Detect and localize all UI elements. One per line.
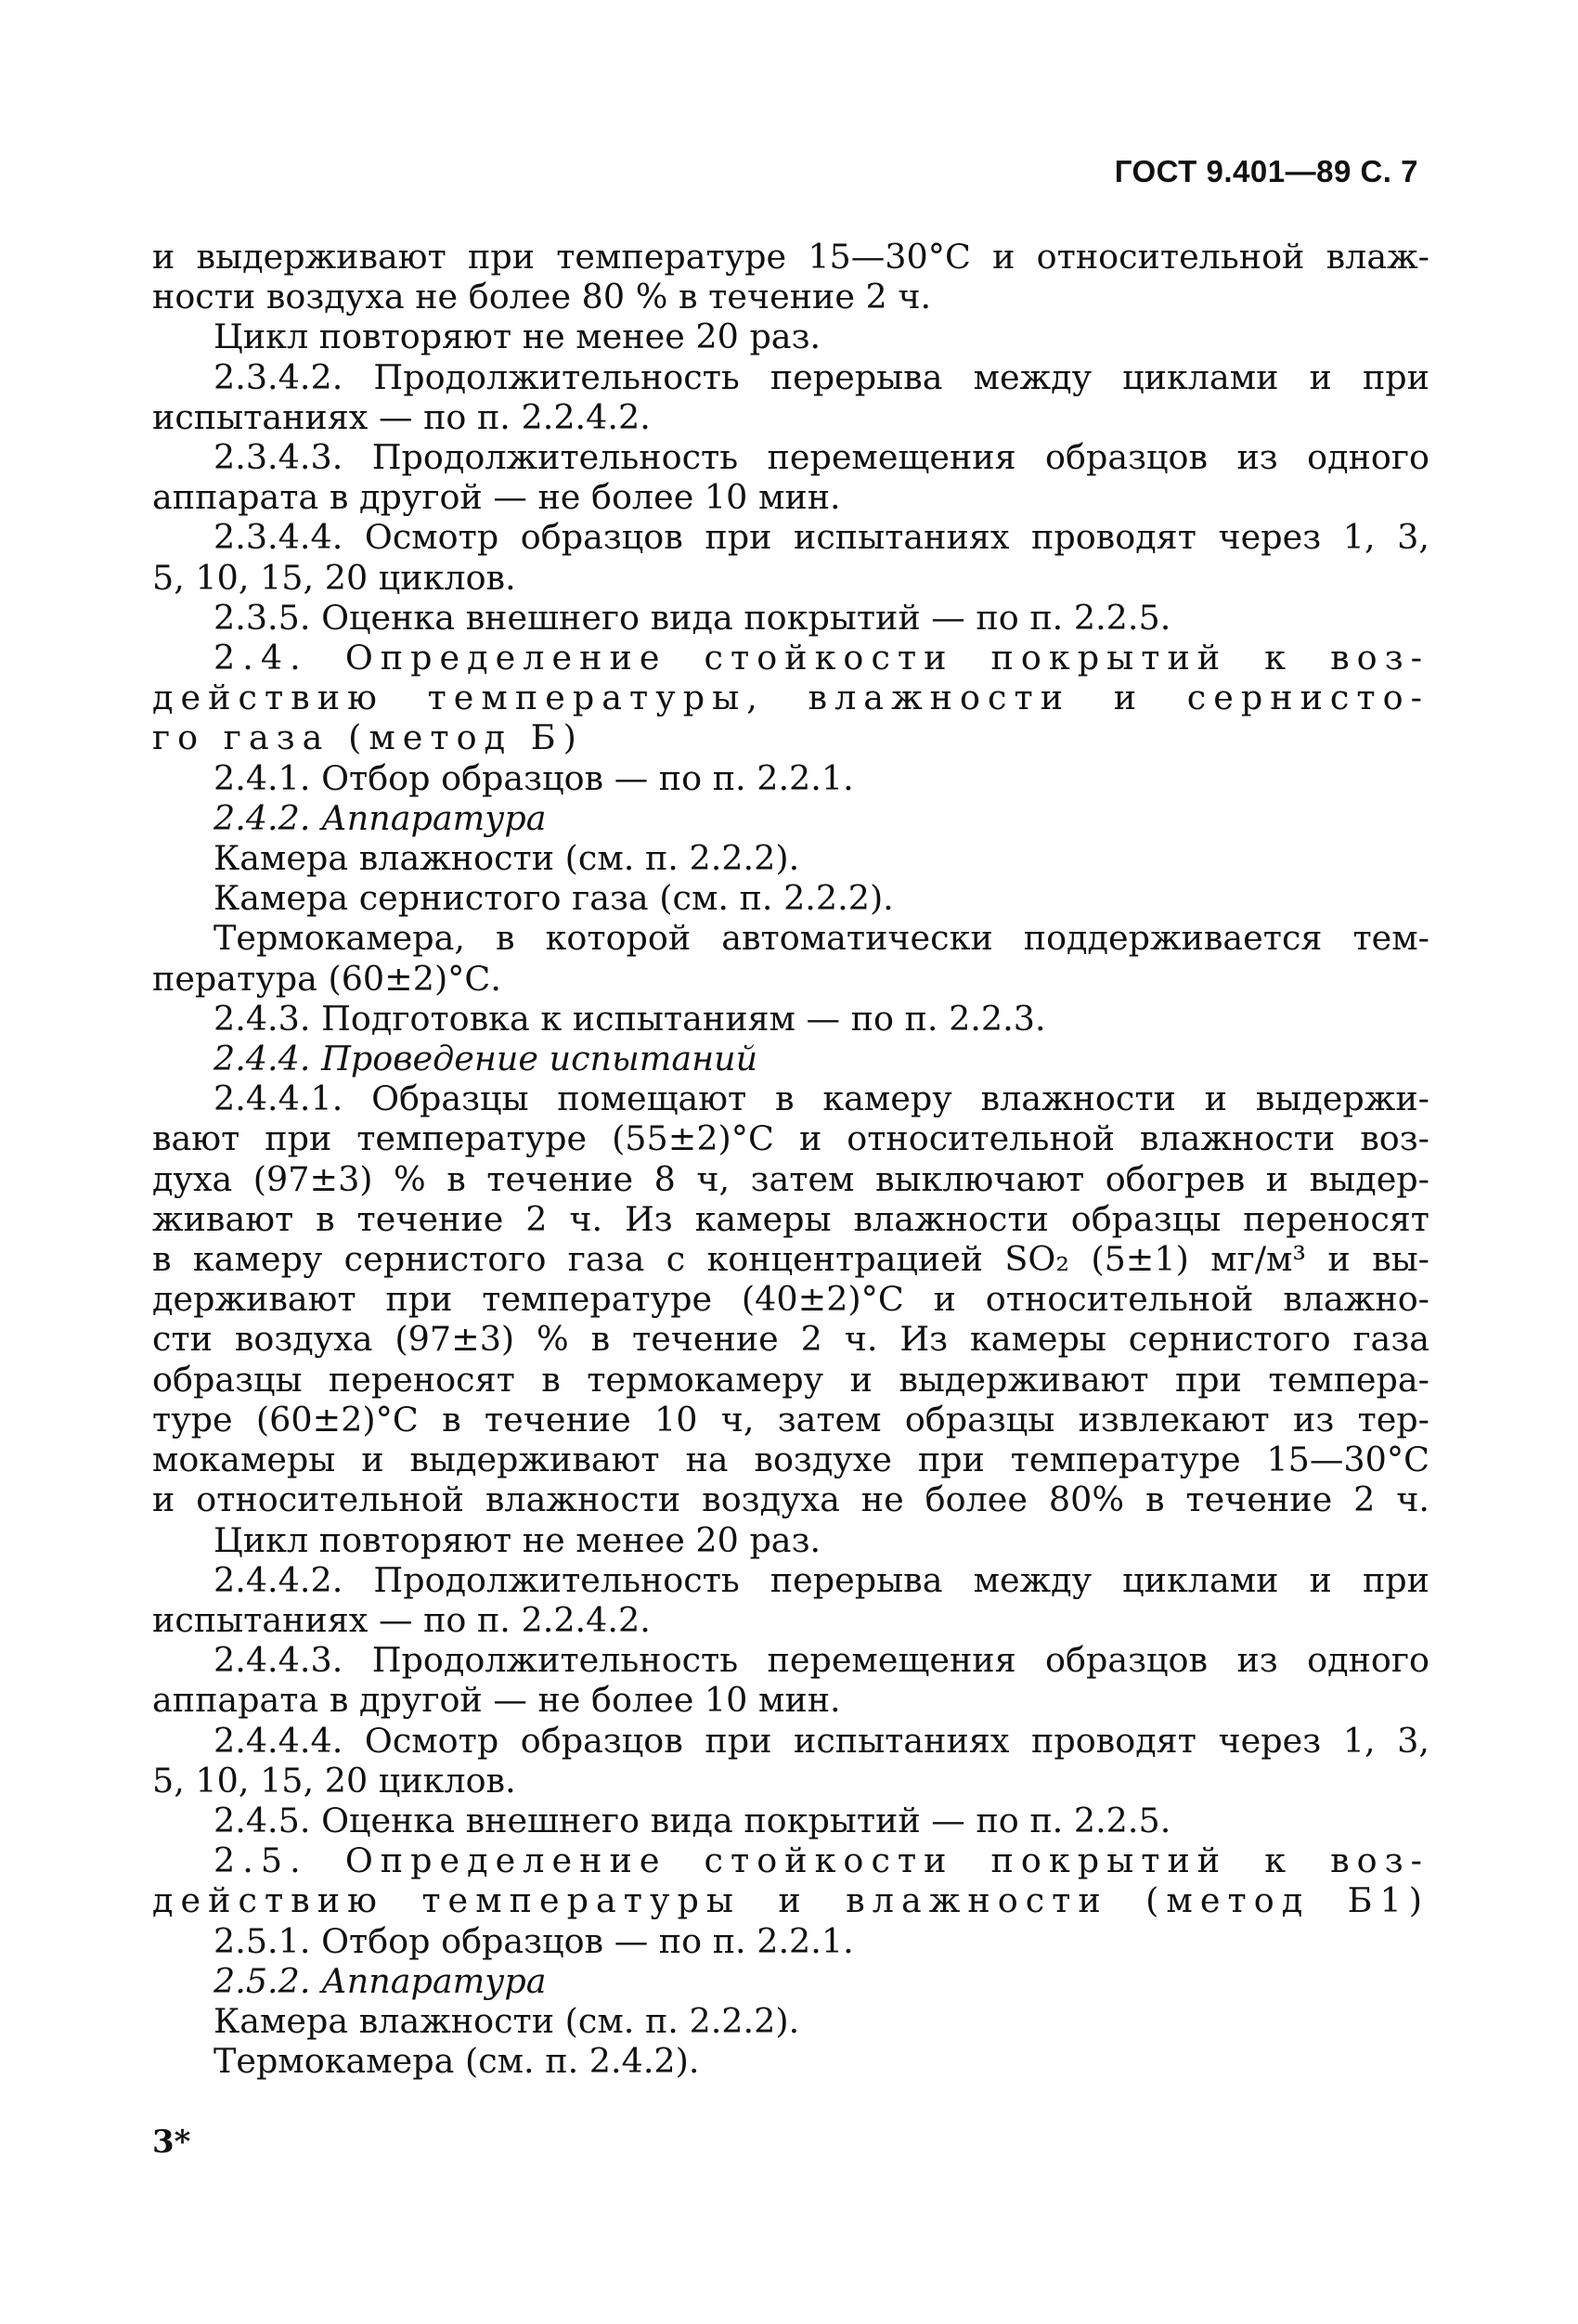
text-line: мокамеры и выдерживают на воздухе при температуре 15—30°С (152, 1440, 1429, 1480)
text-line: 2.3.4.3. Продолжительность перемещения образцов из одного (213, 437, 1429, 478)
text-line: духа (97±3) % в течение 8 ч, затем выключают обогрев и выдер- (152, 1158, 1429, 1199)
text-line: и выдерживают при температуре 15—30°С и относительной влаж- (152, 237, 1429, 277)
text-line: 5, 10, 15, 20 циклов. (152, 1760, 516, 1801)
text-line: 2.4.4.1. Образцы помещают в камеру влажности и выдержи- (213, 1078, 1429, 1119)
text-line: 2.4.3. Подготовка к испытаниям — по п. 2.2.3. (213, 998, 1046, 1039)
text-line: сти воздуха (97±3) % в течение 2 ч. Из камеры сернистого газа (152, 1319, 1429, 1360)
text-line: 2.4.4.2. Продолжительность перерыва между циклами и при (213, 1559, 1429, 1600)
text-line: туре (60±2)°С в течение 10 ч, затем образцы извлекают из тер- (152, 1399, 1429, 1440)
page-number: 3* (152, 2124, 191, 2161)
text-line: образцы переносят в термокамеру и выдерживают при темпера- (152, 1359, 1429, 1400)
text-line: аппарата в другой — не более 10 мин. (152, 477, 841, 518)
subsection-heading: 2.4.2. Аппаратура (213, 797, 547, 838)
text-line: 5, 10, 15, 20 циклов. (152, 557, 516, 598)
text-line: 2.4.1. Отбор образцов — по п. 2.2.1. (213, 757, 854, 798)
section-heading-2-4: действию температуры, влажности и сернисто- (152, 678, 1429, 718)
section-heading-2-5: действию температуры и влажности (метод Б1) (152, 1880, 1429, 1921)
text-line: Цикл повторяют не менее 20 раз. (213, 316, 821, 357)
subsection-heading: 2.4.4. Проведение испытаний (213, 1039, 758, 1079)
text-line: 2.3.4.4. Осмотр образцов при испытаниях проводят через 1, 3, (213, 517, 1429, 558)
subsection-heading: 2.5.2. Аппаратура (213, 1960, 547, 2001)
text-line: ности воздуха не более 80 % в течение 2 ч. (152, 277, 932, 317)
text-line: 2.3.5. Оценка внешнего вида покрытий — по п. 2.2.5. (213, 597, 1171, 638)
text-line: и относительной влажности воздуха не более 80% в течение 2 ч. (152, 1479, 1429, 1520)
text-line: 2.4.4.3. Продолжительность перемещения образцов из одного (213, 1640, 1429, 1681)
section-heading-2-5: 2.5. Определение стойкости покрытий к воз- (213, 1840, 1429, 1881)
text-line: Камера влажности (см. п. 2.2.2). (213, 838, 800, 879)
document-body (152, 237, 1429, 2081)
text-line: в камеру сернистого газа с концентрацией SO₂ (5±1) мг/м³ и вы- (152, 1239, 1429, 1280)
text-line: 2.3.4.2. Продолжительность перерыва между циклами и при (213, 356, 1429, 397)
text-line: пература (60±2)°С. (152, 958, 501, 999)
text-line: испытаниях — по п. 2.2.4.2. (152, 396, 651, 437)
text-line: Термокамера (см. п. 2.4.2). (213, 2041, 700, 2082)
text-line: аппарата в другой — не более 10 мин. (152, 1680, 841, 1721)
text-line: испытаниях — по п. 2.2.4.2. (152, 1599, 651, 1640)
page-header: ГОСТ 9.401—89 С. 7 (1114, 154, 1418, 188)
text-line: вают при температуре (55±2)°С и относительной влажности воз- (152, 1118, 1429, 1159)
text-line: 2.5.1. Отбор образцов — по п. 2.2.1. (213, 1920, 854, 1961)
text-line: Цикл повторяют не менее 20 раз. (213, 1519, 821, 1560)
text-line: 2.4.5. Оценка внешнего вида покрытий — по п. 2.2.5. (213, 1800, 1171, 1840)
section-heading-2-4: го газа (метод Б) (152, 717, 584, 758)
text-line: живают в течение 2 ч. Из камеры влажности образцы переносят (152, 1198, 1429, 1239)
text-line: Камера сернистого газа (см. п. 2.2.2). (213, 878, 894, 919)
section-heading-2-4: 2.4. Определение стойкости покрытий к воз- (213, 638, 1429, 678)
text-line: Камера влажности (см. п. 2.2.2). (213, 2000, 800, 2041)
text-line: держивают при температуре (40±2)°С и относительной влажно- (152, 1279, 1429, 1320)
text-line: 2.4.4.4. Осмотр образцов при испытаниях проводят через 1, 3, (213, 1720, 1429, 1761)
text-line: Термокамера, в которой автоматически поддерживается тем- (213, 918, 1429, 959)
